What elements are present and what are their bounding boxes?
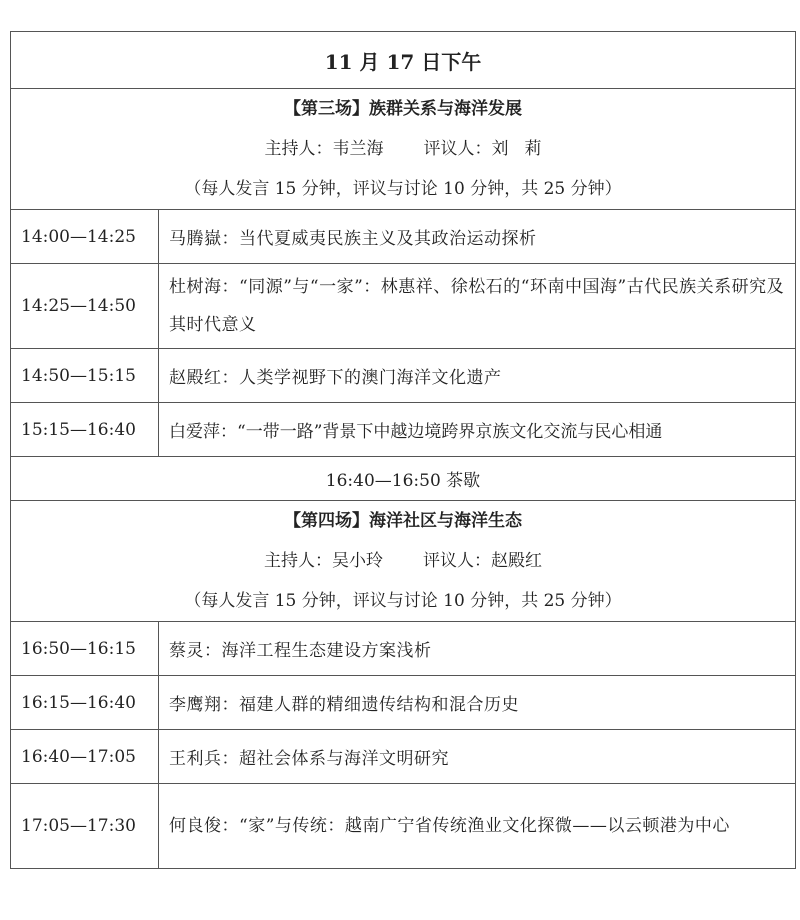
session4-reviewer: 评议人：赵殿红 <box>423 551 542 571</box>
session4-note: （每人发言 15 分钟，评议与讨论 10 分钟，共 25 分钟） <box>184 591 622 611</box>
table-row <box>11 349 796 403</box>
session4-host: 主持人：吴小玲 <box>264 551 383 571</box>
session3-reviewer-end: 莉 <box>524 139 542 159</box>
talk-topic: 白爱萍：“一带一路”背景下中越边境跨界京族文化交流与民心相通 <box>159 403 796 457</box>
session3-title: 【第三场】族群关系与海洋发展 <box>284 99 522 119</box>
session3-header-row <box>11 89 796 210</box>
title-row <box>11 32 796 89</box>
tea-break: 16:40—16:50 茶歇 <box>11 457 796 501</box>
table-row <box>11 676 796 730</box>
talk-topic: 王利兵：超社会体系与海洋文明研究 <box>159 730 796 784</box>
talk-topic: 杜树海：“同源”与“一家”：林惠祥、徐松石的“环南中国海”古代民族关系研究及其时代意义 <box>159 264 796 349</box>
session4-header <box>11 501 796 622</box>
table-row <box>11 622 796 676</box>
talk-topic: 何良俊：“家”与传统：越南广宁省传统渔业文化探微——以云顿港为中心 <box>159 784 796 869</box>
session3-note: （每人发言 15 分钟，评议与讨论 10 分钟，共 25 分钟） <box>184 179 622 199</box>
talk-time: 16:15—16:40 <box>11 676 159 730</box>
schedule-title: 11 月 17 日下午 <box>11 32 796 89</box>
table-row <box>11 264 796 349</box>
talk-time: 15:15—16:40 <box>11 403 159 457</box>
table-row <box>11 210 796 264</box>
session4-header-row <box>11 501 796 622</box>
talk-time: 14:00—14:25 <box>11 210 159 264</box>
session3-reviewer: 评议人：刘 <box>423 139 509 159</box>
table-row <box>11 730 796 784</box>
talk-time: 14:50—15:15 <box>11 349 159 403</box>
schedule-table <box>10 31 796 869</box>
table-row <box>11 784 796 869</box>
talk-time: 16:50—16:15 <box>11 622 159 676</box>
break-row <box>11 457 796 501</box>
talk-time: 14:25—14:50 <box>11 264 159 349</box>
session4-title: 【第四场】海洋社区与海洋生态 <box>284 511 522 531</box>
talk-topic: 马腾嶽：当代夏威夷民族主义及其政治运动探析 <box>159 210 796 264</box>
session3-host: 主持人：韦兰海 <box>264 139 384 159</box>
session3-header <box>11 89 796 210</box>
talk-time: 16:40—17:05 <box>11 730 159 784</box>
talk-topic: 蔡灵：海洋工程生态建设方案浅析 <box>159 622 796 676</box>
session3-moderators <box>11 129 795 169</box>
talk-topic: 李鹰翔：福建人群的精细遗传结构和混合历史 <box>159 676 796 730</box>
table-row <box>11 403 796 457</box>
talk-time: 17:05—17:30 <box>11 784 159 869</box>
session4-moderators <box>11 541 795 581</box>
talk-topic: 赵殿红：人类学视野下的澳门海洋文化遗产 <box>159 349 796 403</box>
